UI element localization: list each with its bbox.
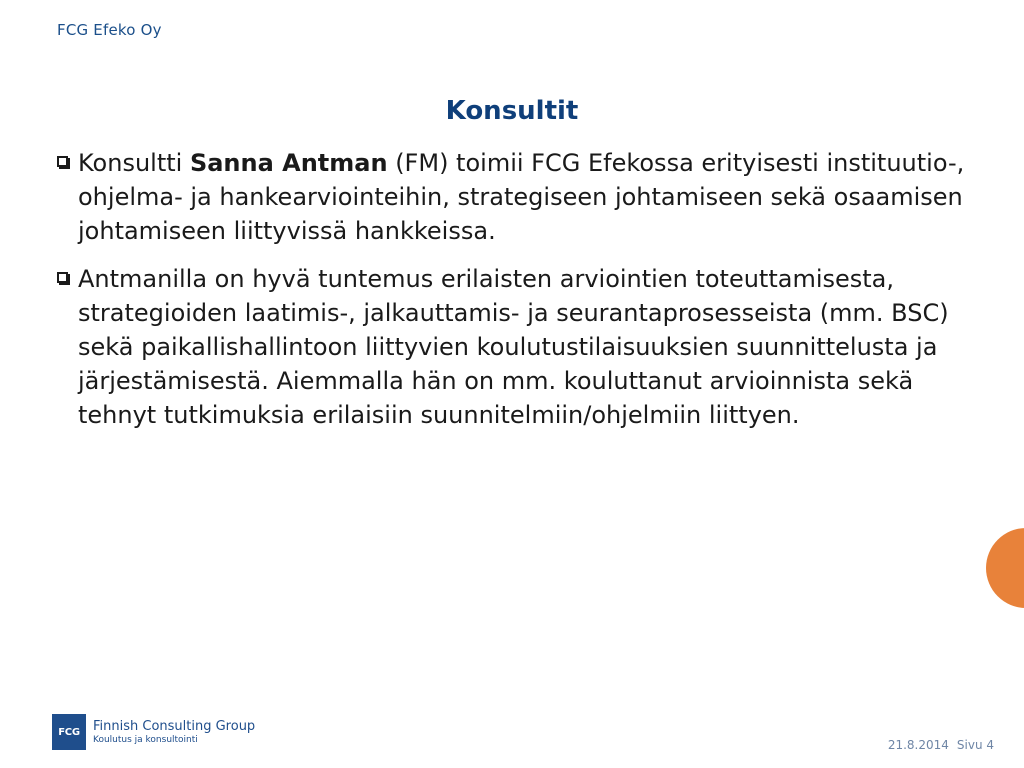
slide-title: Konsultit (445, 96, 579, 126)
fcg-logo-mark: FCG (52, 714, 86, 750)
footer-date: 21.8.2014 (887, 738, 949, 752)
fcg-logo-text (93, 719, 255, 746)
bullet-item-2 (56, 262, 976, 432)
fcg-logo (52, 714, 255, 750)
company-name-header: FCG Efeko Oy (57, 21, 162, 39)
bullet-2-text: Antmanilla on hyvä tuntemus erilaisten arviointien toteuttamisesta, strategioiden laatimis-, jalkauttamis- ja seurantaprosesseista (mm. BSC) sekä paikallishallintoon liittyvien koulutustilaisuuksien suunnittelusta ja järjestämisestä. Aiemmalla hän on mm. kouluttanut arvioinnista sekä tehnyt tutkimuksia erilaisiin suunnitelmiin/ohjelmiin liittyen. (78, 265, 949, 429)
footer-page-number: Sivu 4 (956, 738, 994, 752)
bullet-item-1 (56, 146, 976, 248)
bullet-1-prefix: Konsultti (78, 149, 190, 177)
checkbox-bullet-icon (57, 272, 68, 283)
logo-company-name: Finnish Consulting Group (93, 718, 256, 734)
footer-meta (888, 738, 994, 752)
bullet-list (56, 146, 976, 446)
logo-tagline: Koulutus ja konsultointi (93, 734, 198, 745)
checkbox-bullet-icon (57, 156, 68, 167)
decorative-orange-circle (986, 528, 1024, 608)
bullet-1-name: Sanna Antman (189, 149, 388, 177)
bullet-1-rest: (FM) toimii FCG Efekossa erityisesti instituutio-, ohjelma- ja hankearviointeihin, strategiseen johtamiseen sekä osaamisen johtamiseen liittyvissä hankkeissa. (78, 149, 965, 245)
